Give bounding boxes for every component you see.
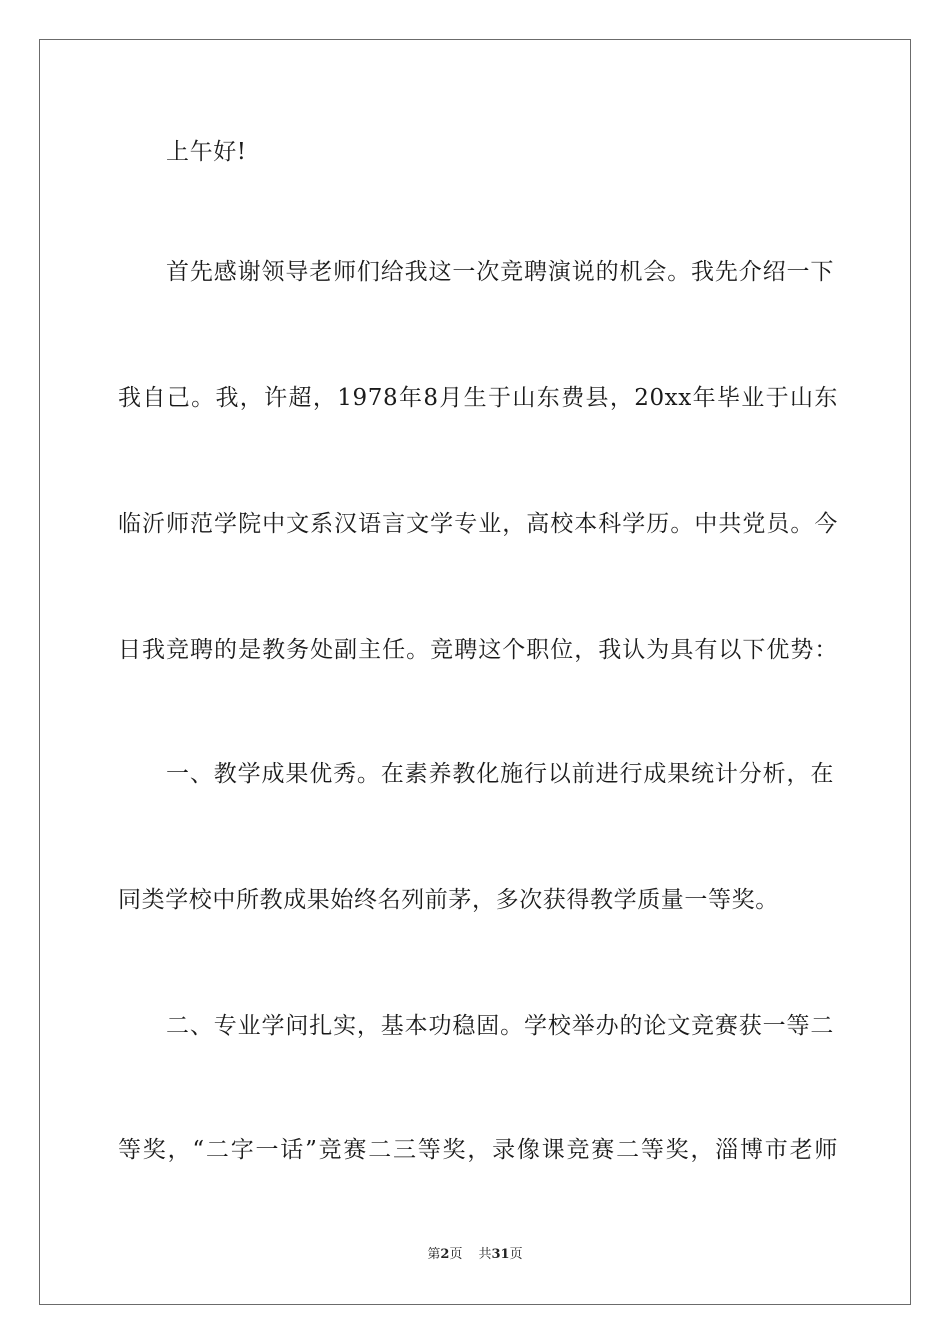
body-line-7: 二、专业学问扎实，基本功稳固。学校举办的论文竞赛获一等二 [166, 1013, 834, 1039]
page-suffix: 页 [449, 1247, 463, 1262]
page-footer [0, 1246, 950, 1264]
body-line-3: 临沂师范学院中文系汉语言文学专业，高校本科学历。中共党员。今 [118, 511, 838, 537]
body-line-1: 首先感谢领导老师们给我这一次竞聘演说的机会。我先介绍一下 [166, 259, 834, 285]
total-pages: 31 [491, 1247, 510, 1262]
page-prefix: 第 [427, 1247, 441, 1262]
body-line-2: 我自己。我，许超，1978年8月生于山东费县，20xx年毕业于山东 [118, 385, 838, 411]
page-number: 2 [440, 1247, 450, 1262]
total-suffix: 页 [509, 1247, 523, 1262]
total-prefix: 共 [478, 1247, 492, 1262]
body-line-5: 一、教学成果优秀。在素养教化施行以前进行成果统计分析，在 [166, 761, 834, 787]
page-border [39, 39, 911, 1305]
greeting-line: 上午好! [166, 139, 247, 165]
body-line-4: 日我竞聘的是教务处副主任。竞聘这个职位，我认为具有以下优势： [118, 637, 838, 663]
body-line-6: 同类学校中所教成果始终名列前茅，多次获得教学质量一等奖。 [118, 887, 779, 913]
body-line-8: 等奖，“二字一话”竞赛二三等奖，录像课竞赛二等奖，淄博市老师 [118, 1137, 838, 1163]
